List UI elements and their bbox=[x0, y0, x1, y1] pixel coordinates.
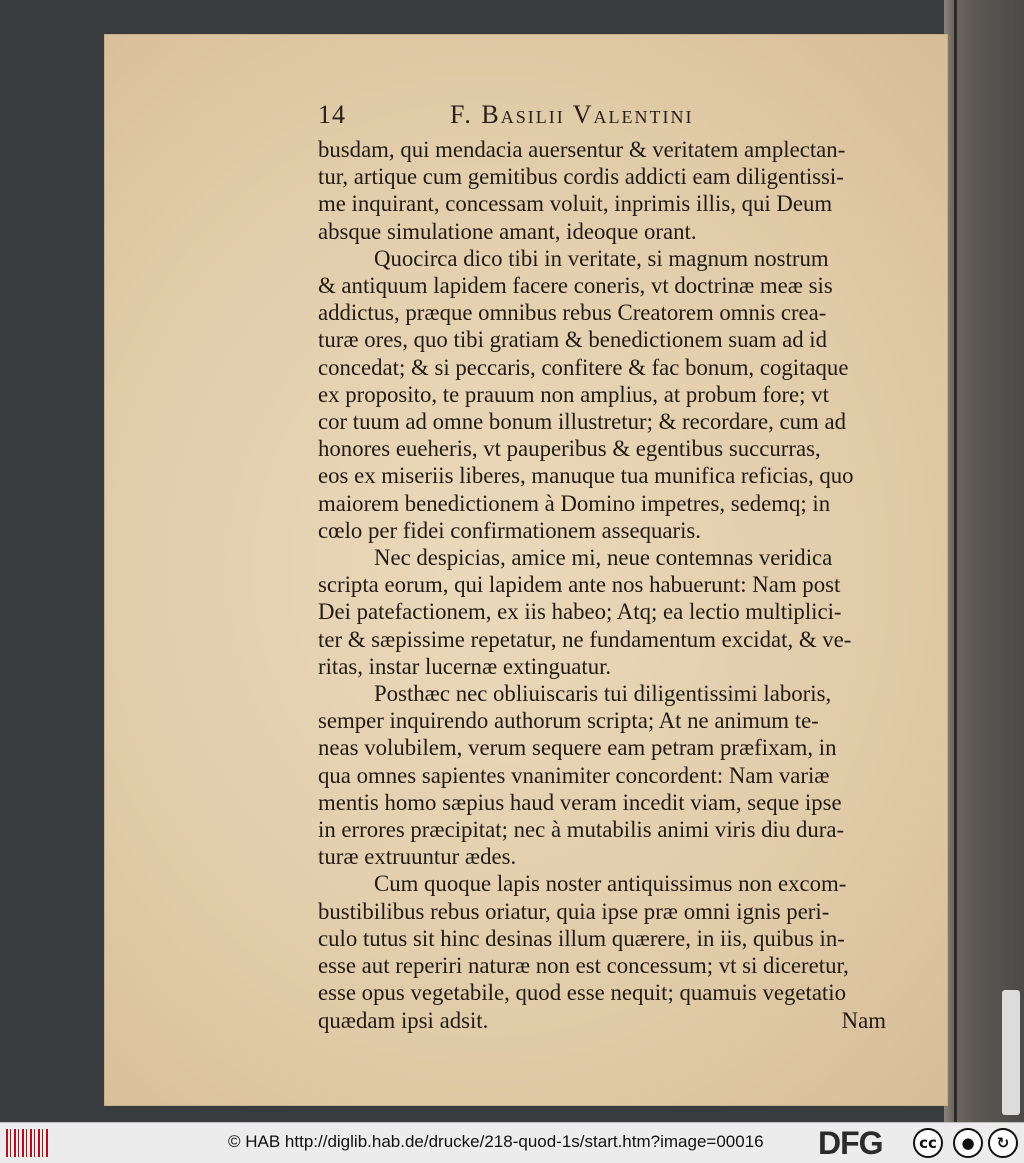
text-line: me inquirant, concessam voluit, inprimis illis, qui Deum bbox=[318, 191, 833, 217]
license-strip bbox=[1002, 990, 1020, 1115]
text-line: in errores præcipitat; nec à mutabilis animi viris diu dura- bbox=[318, 817, 845, 843]
text-line: quædam ipsi adsit. bbox=[318, 1007, 489, 1033]
text-line: mentis homo sæpius haud veram incedit viam, seque ipse bbox=[318, 789, 842, 815]
text-line: eos ex miseriis liberes, manuque tua munifica reficias, quo bbox=[318, 463, 854, 489]
text-line: esse aut reperiri naturæ non est concessum; vt si diceretur, bbox=[318, 953, 849, 979]
text-line: ex proposito, te prauum non amplius, at probum fore; vt bbox=[318, 381, 829, 407]
text-line: scripta eorum, qui lapidem ante nos habuerunt: Nam post bbox=[318, 572, 841, 598]
text-line: esse opus vegetabile, quod esse nequit; quamuis vegetatio bbox=[318, 980, 847, 1006]
body-text bbox=[318, 136, 886, 1034]
catchword: Nam bbox=[841, 1007, 886, 1033]
text-line: tur, artique cum gemitibus cordis addicti eam diligentissi- bbox=[318, 164, 844, 190]
text-line: semper inquirendo authorum scripta; At ne animum te- bbox=[318, 708, 819, 734]
dfg-logo: DFG bbox=[818, 1125, 883, 1161]
page-header bbox=[318, 100, 888, 136]
hab-barcode-logo bbox=[6, 1129, 50, 1157]
text-line: busdam, qui mendacia auersentur & veritatem amplectan- bbox=[318, 137, 846, 162]
text-line: ter & sæpissime repetatur, ne fundamentum excidat, & ve- bbox=[318, 626, 852, 652]
text-line: cœlo per fidei confirmationem assequaris. bbox=[318, 517, 701, 543]
running-title: F. Basilii Valentini bbox=[450, 100, 694, 129]
text-line: addictus, præque omnibus rebus Creatorem omnis crea- bbox=[318, 300, 827, 326]
text-line: cor tuum ad omne bonum illustretur; & recordare, cum ad bbox=[318, 409, 846, 435]
text-line: maiorem benedictionem à Domino impetres, sedemq; in bbox=[318, 490, 831, 516]
text-line: Nec despicias, amice mi, neue contemnas veridica bbox=[374, 545, 833, 571]
footer-bar bbox=[0, 1122, 1024, 1163]
text-line: turæ extruuntur ædes. bbox=[318, 844, 517, 870]
share-alike-icon: ↻ bbox=[988, 1128, 1018, 1158]
text-line: Cum quoque lapis noster antiquissimus non excom- bbox=[374, 871, 847, 897]
last-line bbox=[318, 1007, 886, 1034]
source-link[interactable]: © HAB http://diglib.hab.de/drucke/218-quod-1s/start.htm?image=00016 bbox=[228, 1132, 764, 1151]
text-line: neas volubilem, verum sequere eam petram præfixam, in bbox=[318, 735, 837, 761]
text-line: Quocirca dico tibi in veritate, si magnum nostrum bbox=[374, 245, 829, 271]
page-number: 14 bbox=[318, 100, 346, 129]
text-line: Dei patefactionem, ex iis habeo; Atq; ea lectio multiplici- bbox=[318, 599, 842, 625]
text-line: turæ ores, quo tibi gratiam & benedictionem suam ad id bbox=[318, 327, 828, 353]
cc-icon: cc bbox=[913, 1128, 943, 1158]
text-line: qua omnes sapientes vnanimiter concordent: Nam variæ bbox=[318, 762, 830, 788]
text-line: & antiquum lapidem facere coneris, vt doctrinæ meæ sis bbox=[318, 273, 833, 299]
text-line: Posthæc nec obliuiscaris tui diligentissimi laboris, bbox=[374, 681, 832, 707]
text-line: absque simulatione amant, ideoque orant. bbox=[318, 218, 697, 244]
text-line: culo tutus sit hinc desinas illum quærere, in iis, quibus in- bbox=[318, 925, 845, 951]
text-line: concedat; & si peccaris, confitere & fac bonum, cogitaque bbox=[318, 354, 849, 380]
text-line: honores eueheris, vt pauperibus & egentibus succurras, bbox=[318, 436, 821, 462]
person-icon: ● bbox=[953, 1128, 983, 1158]
text-line: ritas, instar lucernæ extinguatur. bbox=[318, 653, 612, 679]
adjacent-page-edge bbox=[944, 0, 1024, 1122]
text-line: bustibilibus rebus oriatur, quia ipse præ omni ignis peri- bbox=[318, 898, 830, 924]
